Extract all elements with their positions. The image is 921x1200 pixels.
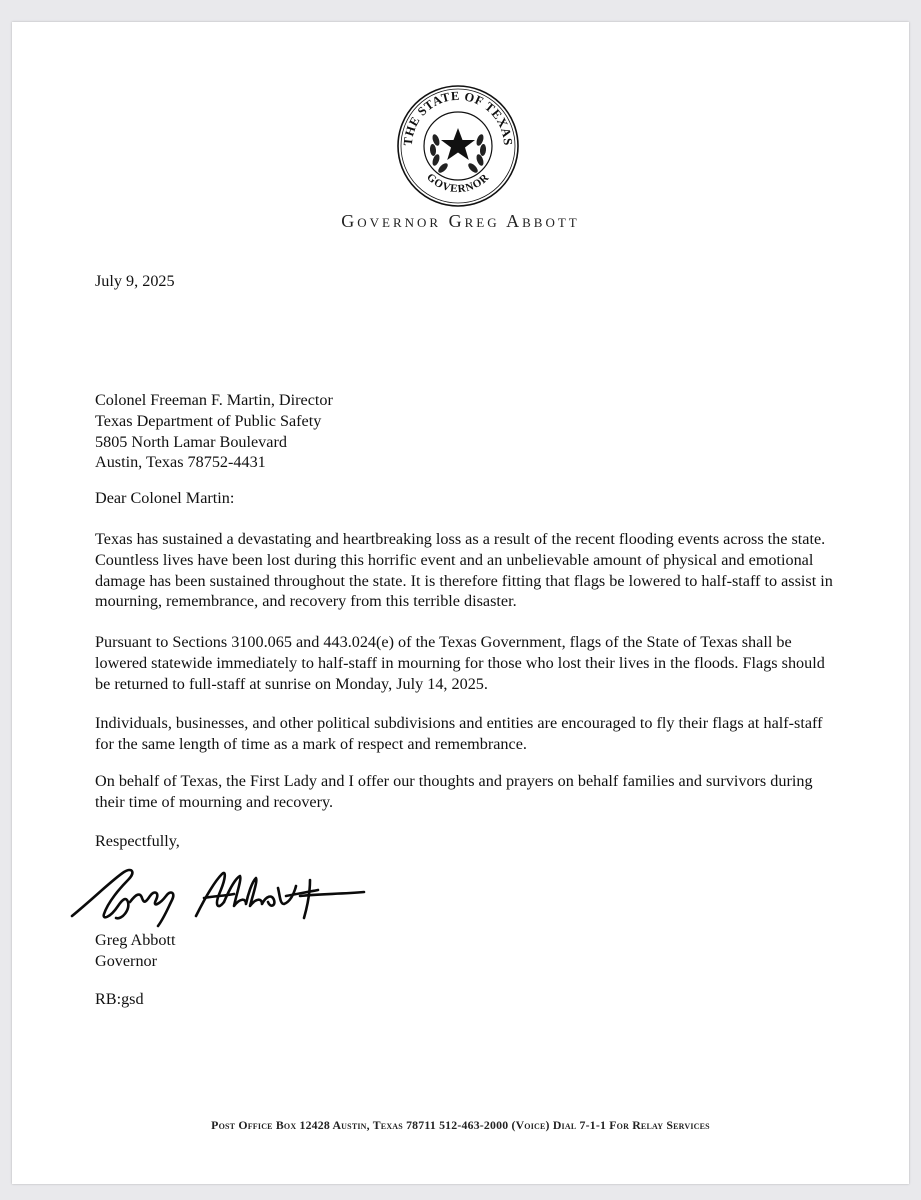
body-paragraph: On behalf of Texas, the First Lady and I offer our thoughts and prayers on behalf families and survivors during their time of mourning and recovery. bbox=[95, 772, 813, 811]
signer-title: Governor bbox=[95, 951, 158, 970]
signer-name: Greg Abbott bbox=[95, 931, 176, 949]
typist-initials: RB:gsd bbox=[95, 990, 144, 1008]
seal-bottom-text: GOVERNOR bbox=[424, 171, 492, 196]
recipient-line: Colonel Freeman F. Martin, Director bbox=[95, 391, 333, 409]
handwritten-signature bbox=[64, 858, 374, 930]
letter-date: July 9, 2025 bbox=[95, 272, 175, 290]
recipient-line: Austin, Texas 78752-4431 bbox=[95, 453, 266, 472]
salutation: Dear Colonel Martin: bbox=[95, 489, 235, 507]
recipient-line: Texas Department of Public Safety bbox=[95, 411, 322, 430]
body-paragraph: Individuals, businesses, and other political subdivisions and entities are encouraged to fly their flags at half-staff for the same length of time as a mark of respect and remembrance. bbox=[95, 714, 823, 753]
body-paragraph: Texas has sustained a devastating and heartbreaking loss as a result of the recent flooding events across the state. Countless lives have been lost during this horrific event and an unbelievable amount of physical and emotional damage has been sustained throughout the state. It is therefore fitting that flags be lowered to half-staff to assist in mourning, remembrance, and recovery from this terrible disaster. bbox=[95, 530, 833, 611]
closing: Respectfully, bbox=[95, 832, 180, 850]
svg-text:GOVERNOR bbox=[424, 171, 492, 195]
recipient-address bbox=[95, 390, 333, 473]
letterhead-title: Governor Greg Abbott bbox=[341, 211, 580, 231]
recipient-line: 5805 North Lamar Boulevard bbox=[95, 432, 287, 451]
letter-footer: Post Office Box 12428 Austin, Texas 78711 512-463-2000 (Voice) Dial 7-1-1 For Relay Services bbox=[211, 1118, 710, 1132]
signer-block bbox=[95, 930, 175, 972]
seal-top-text: THE STATE OF TEXAS bbox=[400, 88, 516, 147]
texas-governor-seal-icon bbox=[396, 84, 520, 208]
body-paragraph: Pursuant to Sections 3100.065 and 443.024(e) of the Texas Government, flags of the State of Texas shall be lowered statewide immediately to half-staff in mourning for those who lost their lives in the floods. Flags should be returned to full-staff at sunrise on Monday, July 14, 2025. bbox=[95, 633, 825, 693]
